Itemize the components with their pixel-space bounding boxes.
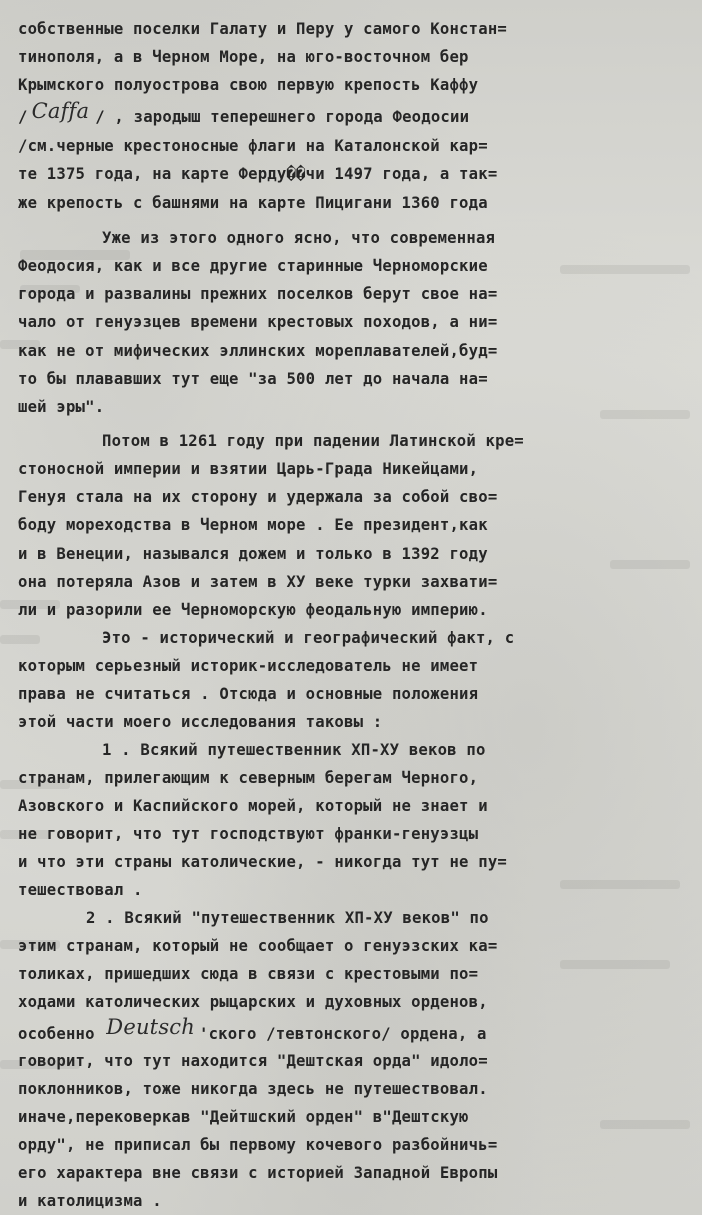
text-line: стоносной империи и взятии Царь-Града Никейцами, <box>18 460 479 478</box>
text-line: говорит, что тут находится "Дештская орда" идоло= <box>18 1052 488 1070</box>
text-line: шей эры". <box>18 398 105 416</box>
text-line: города и развалины прежних поселков берут свое на= <box>18 285 498 303</box>
text-line: права не считаться . Отсюда и основные положения <box>18 685 479 703</box>
text-line: иначе,перековеркав "Дейтшский орден" в"Дештскую <box>18 1108 469 1126</box>
text-line: Крымского полуострова свою первую крепость Каффу <box>18 76 479 94</box>
text-line: Азовского и Каспийского морей, который не знает и <box>18 797 488 815</box>
text-line: и католицизма . <box>18 1192 162 1210</box>
text-line: Уже из этого одного ясно, что современная <box>102 229 496 247</box>
text-line: поклонников, тоже никогда здесь не путешествовал. <box>18 1080 488 1098</box>
text-line: не говорит, что тут господствуют франки-генуэзцы <box>18 825 479 843</box>
text-line: этим странам, который не сообщает о генуэзских ка= <box>18 937 498 955</box>
text-line: боду мореходства в Черном море . Ее президент,как <box>18 516 488 534</box>
text-line: ли и разорили ее Черноморскую феодальную империю. <box>18 601 488 619</box>
text-line: и в Венеции, назывался дожем и только в 1392 году <box>18 545 488 563</box>
text-line-rest: / , зародыш теперешнего города Феодосии <box>95 108 470 126</box>
text-line: Это - исторический и географический факт, с <box>102 629 515 647</box>
text-line: / Caffa / , зародыш теперешнего города Феодосии <box>18 99 470 126</box>
text-line: Потом в 1261 году при падении Латинской кре= <box>102 432 524 450</box>
text-line: то бы плававших тут еще "за 500 лет до начала на= <box>18 370 488 388</box>
text-line: она потеряла Азов и затем в ХУ веке турки захвати= <box>18 573 498 591</box>
text-line: которым серьезный историк-исследователь не имеет <box>18 657 479 675</box>
text-line: этой части моего исследования таковы : <box>18 713 383 731</box>
text-line: и что эти страны католические, - никогда тут не пу= <box>18 853 507 871</box>
text-line-rest: 'ского /тевтонского/ ордена, а <box>199 1025 487 1043</box>
text-line: собственные поселки Галату и Перу у самого Констан= <box>18 20 507 38</box>
text-line: орду", не приписал бы первому кочевого разбойничь= <box>18 1136 498 1154</box>
text-line: Феодосия, как и все другие старинные Черноморские <box>18 257 488 275</box>
text-line: тинополя, а в Черном Море, на юго-восточном бер <box>18 48 469 66</box>
text-line: особенно Deutsch 'ского /тевтонского/ ордена, а <box>18 1015 487 1043</box>
text-line: ходами католических рыцарских и духовных орденов, <box>18 993 488 1011</box>
text-line: же крепость с башнями на карте Пицигани 1360 года <box>18 194 488 212</box>
handwritten-deutsch: Deutsch <box>106 1015 195 1039</box>
text-line: 2 . Всякий "путешественник ХП-ХУ веков" по <box>86 909 489 927</box>
text-line: его характера вне связи с историей Западной Европы <box>18 1164 498 1182</box>
text-line: 1 . Всякий путешественник ХП-ХУ веков по <box>102 741 486 759</box>
text-line: Генуя стала на их сторону и удержала за собой сво= <box>18 488 498 506</box>
handwritten-caffa: Caffa <box>31 99 90 123</box>
text-line: как не от мифических эллинских мореплавателей,буд= <box>18 342 498 360</box>
text-line: чало от генуэзцев времени крестовых походов, а ни= <box>18 313 498 331</box>
text-line: странам, прилегающим к северным берегам Черного, <box>18 769 479 787</box>
text-line: /см.черные крестоносные флаги на Каталонской кар= <box>18 137 488 155</box>
text-line: толиках, пришедших сюда в связи с крестовыми по= <box>18 965 479 983</box>
text-line: те 1375 года, на карте Ферду��чи 1497 года, а так= <box>18 165 498 183</box>
text-line: тешествовал . <box>18 881 143 899</box>
